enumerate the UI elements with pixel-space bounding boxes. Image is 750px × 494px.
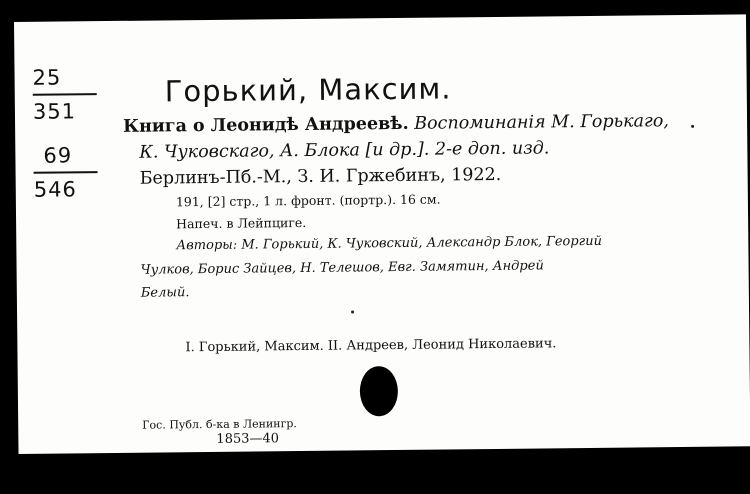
library-stamp: Гос. Публ. б-ка в Ленингр. [142,417,297,432]
title-line-1 [123,111,669,137]
shelfmark-top-number: 25 [32,65,62,90]
subject-tracings: I. Горький, Максим. II. Андреев, Леонид Николаевич. [185,336,557,356]
collation: 191, [2] стр., 1 л. фронт. (портр.). 16 см. [175,191,441,210]
title-rest: Воспоминанія М. Горькаго, [414,111,670,134]
imprint: Берлинъ-Пб.-М., З. И. Гржебинъ, 1922. [139,164,502,189]
author-heading-handwritten: Горький, Максим. [164,71,452,109]
authors-note-line-1: Авторы: М. Горький, К. Чуковский, Александр Блок, Георгий [176,233,603,254]
speck [351,310,354,313]
speck [691,125,694,128]
shelfmark-bottom-denominator: 546 [33,177,77,202]
catalog-card [14,14,750,454]
shelfmark-top-denominator: 351 [32,99,77,124]
authors-note-line-2: Чулков, Борис Зайцев, Н. Телешов, Евг. Замятин, Андрей [140,258,544,278]
punch-hole [360,366,399,416]
title-line-2: К. Чуковскаго, А. Блока [и др.]. 2-е доп. изд. [139,138,550,163]
shelfmark-divider [33,93,97,96]
accession-number: 1853—40 [216,431,280,447]
shelfmark-bottom-number: 69 [43,143,73,168]
shelfmark-divider [34,171,98,174]
printing-note: Напеч. в Лейпциге. [176,214,307,232]
authors-note-line-3: Белый. [140,285,190,301]
title-lead: Книга о Леонидѣ Андреевѣ. [122,113,409,137]
